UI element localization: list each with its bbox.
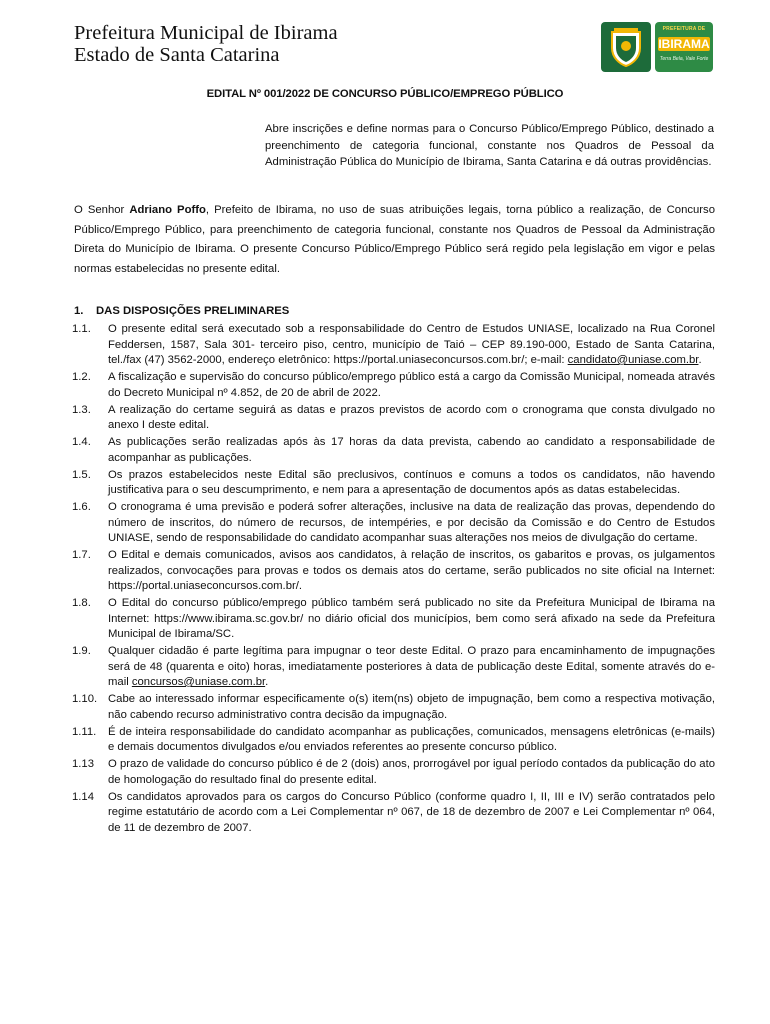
header-line-2: Estado de Santa Catarina [74,44,280,66]
item-number: 1.3. [72,403,91,416]
item-text [108,435,715,466]
item-number: 1.2. [72,371,91,383]
list-item [72,403,715,434]
item-text-end: . [265,676,269,688]
abstract-paragraph: Abre inscrições e define normas para o Concurso Público/Emprego Público, destinado a preenchimento de categoria funcional, constante nos Quadros de Pessoal da Administração Pública do Município de Ibirama, Santa Catarina e dá outras providências. [265,123,714,168]
document-title: EDITAL Nº 001/2022 DE CONCURSO PÚBLICO/EMPREGO PÚBLICO [206,88,564,100]
item-number: 1.7. [72,549,91,561]
item-number: 1.11. [72,725,97,738]
intro-pre: O Senhor [74,204,130,216]
item-text-body: A fiscalização e supervisão do concurso público/emprego público está a cargo da Comissão Municipal, nomeada através do Decreto Municipal nº 4.852, de 20 de abril de 2022. [108,371,715,399]
item-number: 1.14 [72,790,94,803]
item-text-end: . [698,354,702,366]
item-number: 1.6. [72,501,91,513]
item-text-body: A realização do certame seguirá as datas e prazos previstos de acordo com o cronograma que consta divulgado no anexo I deste edital. [108,403,715,431]
item-number: 1.9. [72,645,91,657]
item-number: 1.10. [72,693,98,705]
section-heading [74,305,289,317]
item-number: 1.1. [72,323,91,335]
list-item [72,692,715,723]
list-item [72,468,715,499]
list-item [72,500,715,547]
item-text-body: O Edital do concurso público/emprego público também será publicado no site da Prefeitura Municipal de Ibirama na Internet: https://www.ibirama.sc.gov.br/ no diário oficial dos municípios, bem como será afixado na sede da Prefeitura Municipal de Ibirama/SC. [108,597,715,640]
list-item [72,790,715,837]
item-text-body: O cronograma é uma previsão e poderá sofrer alterações, inclusive na data de realização das provas, dependendo do número de inscritos, do número de recursos, de intempéries, e por decisão da Comissão e do Centro de Estudos UNIASE, sendo de responsabilidade do candidato acompanhar suas alterações nos meios de divulgação do certame. [108,501,715,544]
item-text [108,500,715,547]
item-text [108,692,715,723]
intro-post: , Prefeito de Ibirama, no uso de suas atribuições legais, torna público a realização, de Concurso Público/Emprego Público, para preenchimento de categoria funcional, constante nos Quadros de Pessoal da Administração Direta do Município de Ibirama. O presente Concurso Público/Emprego Público será regido pela legislação em vigor e pelas normas estabelecidas no presente edital. [74,204,715,275]
item-number: 1.8. [72,597,91,609]
list-item [72,322,715,369]
item-text [108,403,715,434]
item-text-body: As publicações serão realizadas após às 17 horas da data prevista, cabendo ao candidato a responsabilidade de acompanhar as publicações. [108,436,715,464]
ibirama-logo [655,22,713,72]
email-link[interactable]: candidato@uniase.com.br [567,354,699,366]
item-text [108,468,715,499]
municipal-crest-icon [601,22,651,72]
list-item [72,548,715,595]
item-text [108,548,715,595]
items-list [72,322,715,838]
section-title: DAS DISPOSIÇÕES PRELIMINARES [96,305,290,317]
item-text-body: Os prazos estabelecidos neste Edital são preclusivos, contínuos e comuns a todos os candidatos, não havendo justificativa para o seu descumprimento, e nem para a apresentação de documentos após as datas estabelecidas. [108,468,715,496]
list-item [72,370,715,401]
item-text-body: O prazo de validade do concurso público é de 2 (dois) anos, prorrogável por igual período contados da publicação do ato de homologação do resultado final do presente edital. [108,758,715,786]
section-number: 1. [74,305,84,317]
item-text-body: Os candidatos aprovados para os cargos do Concurso Público (conforme quadro I, II, III e IV) serão contratados pelo regime estatutário de acordo com a Lei Complementar nº 067, de 18 de dezembro de 2007 e Lei Complementar nº 064, de 11 de dezembro de 2007. [108,790,715,834]
intro-paragraph [74,201,715,279]
list-item [72,757,715,788]
item-number: 1.4. [72,436,91,448]
logo-small-text: PREFEITURA DE [662,26,706,32]
logo-city-name: IBIRAMA [658,37,710,51]
item-number: 1.5. [72,468,91,481]
item-text-body: Cabe ao interessado informar especificamente o(s) item(ns) objeto de impugnação, bem como a respectiva motivação, não cabendo recurso administrativo contra decisão da impugnação. [108,693,715,721]
list-item [72,725,715,756]
item-text-body: Qualquer cidadão é parte legítima para impugnar o teor deste Edital. O prazo para encaminhamento de impugnações será de 48 (quarenta e oito) horas, imediatamente posteriores à data de publicação deste Edital, somente através do e-mail [108,645,715,688]
item-text [108,725,715,756]
item-text-body: O Edital e demais comunicados, avisos aos candidatos, à relação de inscritos, os gabaritos e provas, os julgamentos realizados, convocações para provas e todos os demais atos do certame, serão publicados no site oficial na Internet: https://portal.uniaseconcursos.com.br/. [108,549,715,592]
header-titles [74,22,338,66]
item-text [108,757,715,788]
header-line-1: Prefeitura Municipal de Ibirama [74,22,338,44]
list-item [72,644,715,691]
list-item [72,596,715,643]
list-item [72,435,715,466]
logos [601,22,713,72]
item-text [108,596,715,643]
item-text-body: O presente edital será executado sob a responsabilidade do Centro de Estudos UNIASE, localizado na Rua Coronel Feddersen, 1587, Sala 301- terceiro piso, centro, município de Taió – CEP 89.190-000, Estado de Santa Catarina, tel./fax (47) 3562-2000, endereço eletrônico: https://portal.uniaseconcursos.com.br/; e-mail: [108,323,715,366]
item-text [108,322,715,369]
item-text [108,644,715,691]
email-link[interactable]: concursos@uniase.com.br [131,676,266,688]
mayor-name: Adriano Poffo [129,204,206,216]
item-text [108,370,715,401]
item-text-body: É de inteira responsabilidade do candidato acompanhar as publicações, comunicados, mensagens eletrônicas (e-mails) e demais documentos divulgados e/ou enviados referentes ao presente concurso público. [108,725,715,753]
item-number: 1.13 [72,758,94,770]
item-text [108,790,715,837]
logo-slogan: Terra Bela, Vale Forte [659,56,709,62]
